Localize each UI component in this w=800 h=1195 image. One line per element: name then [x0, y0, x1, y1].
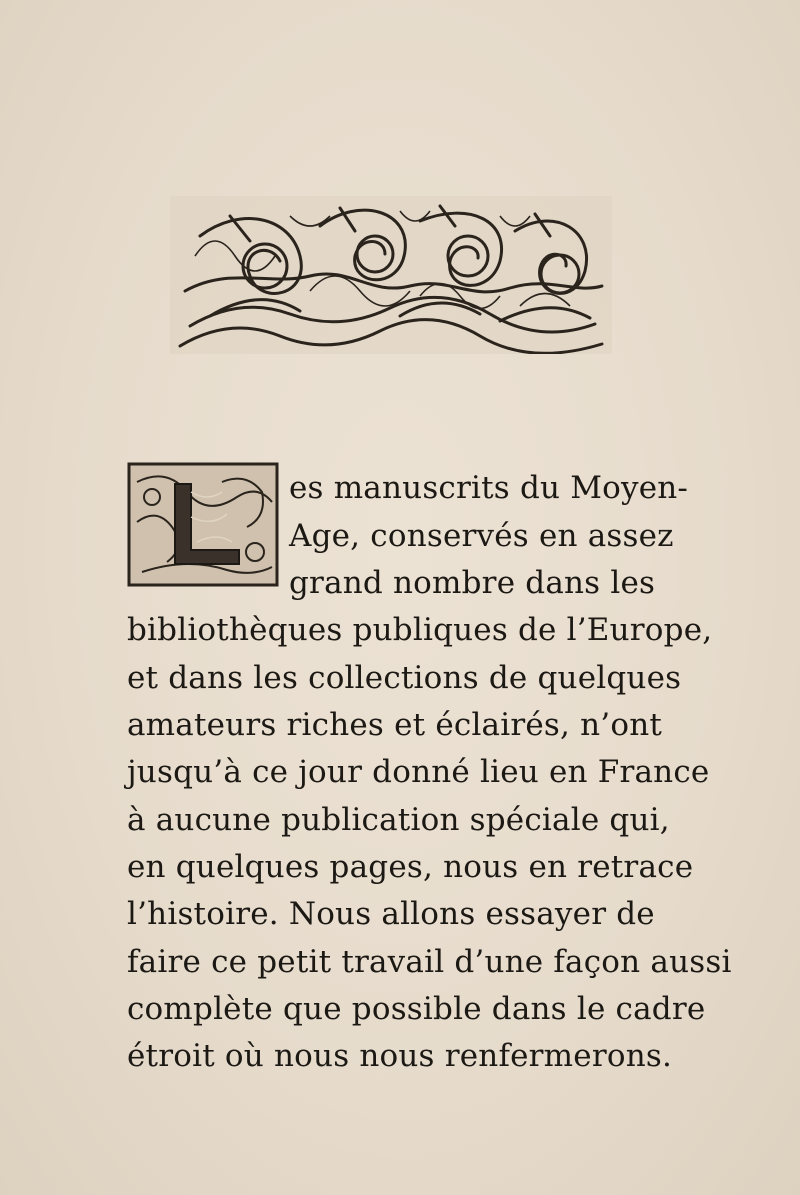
text-line-7: jusqu’à ce jour donné lieu en France	[127, 754, 710, 790]
text-line-6: amateurs riches et éclairés, n’ont	[127, 707, 663, 743]
text-line-4: bibliothèques publiques de l’Europe,	[127, 612, 713, 648]
ornamental-headpiece-icon	[170, 196, 612, 354]
text-line-9: en quelques pages, nous en retrace	[127, 849, 694, 885]
text-line-1: es manuscrits du Moyen-	[289, 470, 689, 506]
text-line-3: grand nombre dans les	[289, 565, 656, 601]
text-line-8: à aucune publication spéciale qui,	[127, 802, 670, 838]
text-line-13: étroit où nous nous renfermerons.	[127, 1038, 673, 1074]
text-line-11: faire ce petit travail d’une façon aussi	[127, 944, 732, 980]
text-line-12: complète que possible dans le cadre	[127, 991, 706, 1027]
text-line-2: Age, conservés en assez	[289, 518, 674, 554]
text-line-10: l’histoire. Nous allons essayer de	[127, 896, 655, 932]
decorated-initial-L-icon	[127, 462, 279, 587]
text-line-5: et dans les collections de quelques	[127, 660, 682, 696]
